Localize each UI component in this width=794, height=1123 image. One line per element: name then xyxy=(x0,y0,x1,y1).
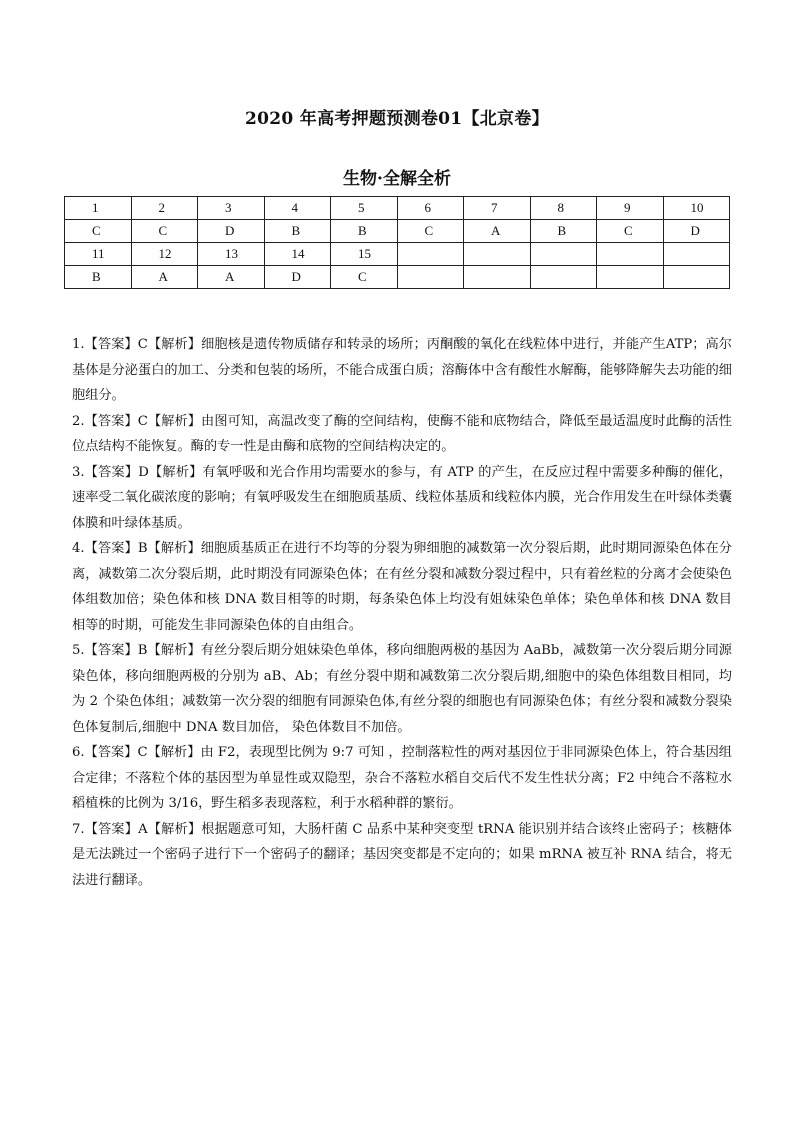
table-cell xyxy=(397,266,464,289)
table-cell: 4 xyxy=(264,197,331,220)
table-cell: 11 xyxy=(65,243,132,266)
table-cell xyxy=(397,243,464,266)
table-cell: C xyxy=(597,220,664,243)
answer-table xyxy=(64,196,730,289)
table-cell: C xyxy=(65,220,132,243)
table-cell: D xyxy=(663,220,730,243)
table-cell: 9 xyxy=(597,197,664,220)
explanation-paragraph: 2.【答案】C【解析】由图可知，高温改变了酶的空间结构，使酶不能和底物结合，降低至最适温度时此酶的活性位点结构不能恢复。酶的专一性是由酶和底物的空间结构决定的。 xyxy=(72,413,732,454)
table-cell xyxy=(530,266,597,289)
table-cell: 13 xyxy=(198,243,265,266)
explanation-paragraph: 4.【答案】B【解析】细胞质基质正在进行不均等的分裂为卵细胞的减数第一次分裂后期，此时期同源染色体在分离，减数第二次分裂后期，此时期没有同源染色体；在有丝分裂和减数分裂过程中，只有着丝粒的分离才会使染色体组数加倍；染色体和核 DNA 数目相等的时期，每条染色体上均没有姐妹染色单体；染色单体和核 DNA 数目相等的时期，可能发生非同源染色体的自由组合。 xyxy=(72,541,732,633)
explanation-paragraph: 5.【答案】B【解析】有丝分裂后期分姐妹染色单体，移向细胞两极的基因为 AaBb，减数第一次分裂后期分同源染色体，移向细胞两极的分别为 aB、Ab；有丝分裂中期和减数第二次分裂后期,细胞中的染色体组数目相同，均为 2 个染色体组；减数第一次分裂的细胞有同源染色体,有丝分裂的细胞也有同源染色体；有丝分裂和减数分裂染色体复制后,细胞中 DNA 数目加倍， 染色体数目不加倍。 xyxy=(72,643,732,735)
table-cell: D xyxy=(264,266,331,289)
table-cell xyxy=(663,266,730,289)
table-cell xyxy=(597,266,664,289)
table-row xyxy=(65,266,730,289)
table-cell xyxy=(530,243,597,266)
table-cell: 2 xyxy=(131,197,198,220)
table-cell: 12 xyxy=(131,243,198,266)
table-cell: A xyxy=(131,266,198,289)
table-cell: D xyxy=(198,220,265,243)
table-cell: C xyxy=(397,220,464,243)
table-cell: 5 xyxy=(331,197,398,220)
table-cell xyxy=(597,243,664,266)
table-cell: 6 xyxy=(397,197,464,220)
table-cell: 10 xyxy=(663,197,730,220)
explanation-paragraph: 3.【答案】D【解析】有氧呼吸和光合作用均需要水的参与，有 ATP 的产生，在反应过程中需要多种酶的催化，速率受二氧化碳浓度的影响；有氧呼吸发生在细胞质基质、线粒体基质和线粒体内膜，光合作用发生在叶绿体类囊体膜和叶绿体基质。 xyxy=(72,464,732,531)
table-cell: B xyxy=(530,220,597,243)
explanation-paragraph: 7.【答案】A【解析】根据题意可知，大肠杆菌 C 品系中某种突变型 tRNA 能识别并结合该终止密码子；核糖体是无法跳过一个密码子进行下一个密码子的翻译；基因突变都是不定向的；如果 mRNA 被互补 RNA 结合，将无法进行翻译。 xyxy=(72,821,732,888)
table-cell xyxy=(663,243,730,266)
table-cell xyxy=(464,243,531,266)
table-cell: 1 xyxy=(65,197,132,220)
page-subtitle: 生物·全解全析 xyxy=(343,169,451,189)
table-cell: 7 xyxy=(464,197,531,220)
table-cell: A xyxy=(198,266,265,289)
table-cell: B xyxy=(264,220,331,243)
table-row xyxy=(65,220,730,243)
table-row xyxy=(65,197,730,220)
table-cell xyxy=(464,266,531,289)
page-title: 2020 年高考押题预测卷01【北京卷】 xyxy=(245,109,549,129)
table-cell: 8 xyxy=(530,197,597,220)
table-cell: 14 xyxy=(264,243,331,266)
explanation-paragraph: 1.【答案】C【解析】细胞核是遗传物质储存和转录的场所；丙酮酸的氧化在线粒体中进行，并能产生ATP；高尔基体是分泌蛋白的加工、分类和包装的场所，不能合成蛋白质；溶酶体中含有酸性水解酶，能够降解失去功能的细胞组分。 xyxy=(72,337,732,403)
table-cell: B xyxy=(331,220,398,243)
table-cell: B xyxy=(65,266,132,289)
table-cell: 15 xyxy=(331,243,398,266)
table-cell: C xyxy=(131,220,198,243)
table-cell: C xyxy=(331,266,398,289)
table-cell: A xyxy=(464,220,531,243)
explanations xyxy=(72,332,732,893)
explanation-paragraph: 6.【答案】C【解析】由 F2，表现型比例为 9:7 可知 ，控制落粒性的两对基因位于非同源染色体上，符合基因组合定律；不落粒个体的基因型为单显性或双隐型，杂合不落粒水稻自交后代不发生性状分离；F2 中纯合不落粒水稻植株的比例为 3/16，野生稻多表现落粒，利于水稻种群的繁衍。 xyxy=(72,745,732,811)
table-cell: 3 xyxy=(198,197,265,220)
table-row xyxy=(65,243,730,266)
